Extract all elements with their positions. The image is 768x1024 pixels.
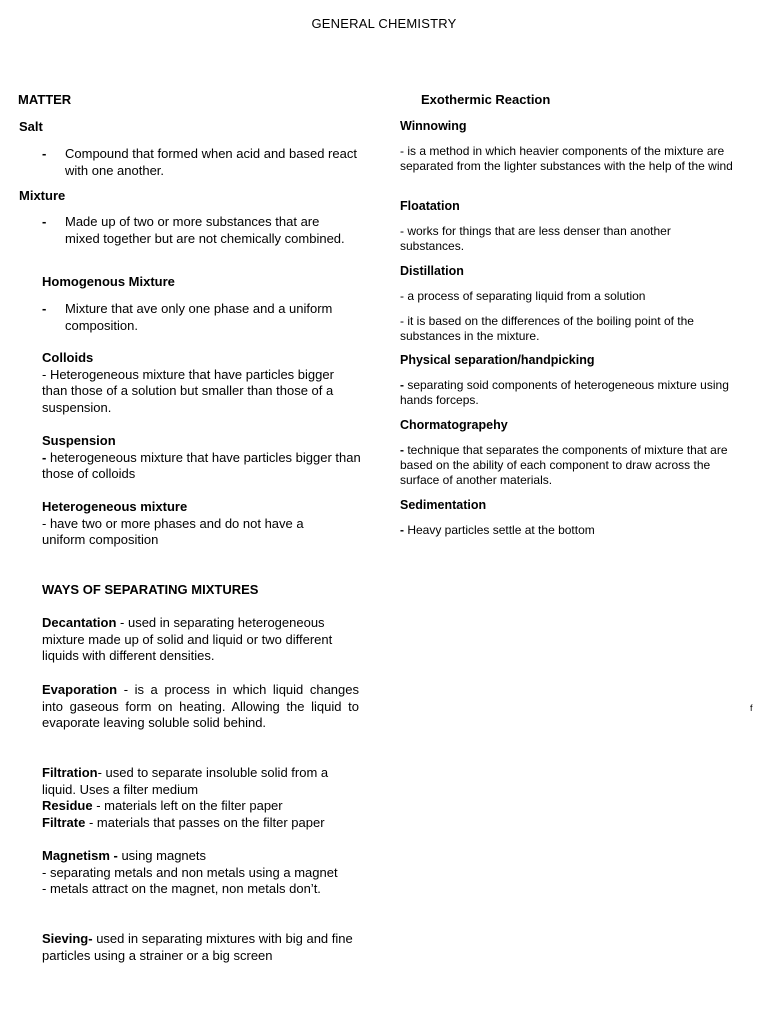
physical-separation-heading: Physical separation/handpicking bbox=[400, 353, 595, 367]
filtration-definition: - used to separate insoluble solid from a liquid. Uses a filter medium bbox=[42, 765, 329, 797]
winnowing-heading: Winnowing bbox=[400, 119, 467, 133]
exothermic-heading: Exothermic Reaction bbox=[421, 92, 551, 107]
mixture-heading: Mixture bbox=[19, 188, 66, 203]
winnowing-definition: - is a method in which heavier components of the mixture are separated from the lighter substances with the help of the wind bbox=[400, 144, 733, 173]
floatation-definition: - works for things that are less denser than another substances. bbox=[400, 224, 671, 253]
stray-mark: f bbox=[750, 703, 753, 713]
sieving-term: Sieving- bbox=[42, 931, 93, 946]
chromatography-definition bbox=[400, 443, 738, 488]
heterogeneous-definition: - have two or more phases and do not have a uniform composition bbox=[42, 515, 304, 547]
matter-heading: MATTER bbox=[18, 92, 72, 107]
distillation-definition-2: - it is based on the differences of the boiling point of the substances in the mixture. bbox=[400, 314, 694, 343]
evaporation-paragraph bbox=[42, 682, 359, 732]
magnetism-definition: using magnets bbox=[117, 848, 207, 863]
physical-dash: - bbox=[400, 378, 404, 392]
ways-heading: WAYS OF SEPARATING MIXTURES bbox=[42, 582, 259, 597]
sedimentation-dash: - bbox=[400, 523, 404, 537]
magnetism-line-2: - separating metals and non metals using a magnet bbox=[42, 864, 338, 880]
sedimentation-definition bbox=[400, 523, 738, 538]
filtrate-term: Filtrate bbox=[42, 814, 86, 830]
homogenous-heading: Homogenous Mixture bbox=[42, 274, 175, 289]
salt-definition: Compound that formed when acid and based react with one another. bbox=[65, 146, 357, 178]
suspension-definition: heterogeneous mixture that have particles bigger than those of colloids bbox=[42, 449, 361, 481]
colloids-section bbox=[42, 350, 360, 416]
distillation-heading: Distillation bbox=[400, 264, 464, 278]
filtration-term: Filtration bbox=[42, 765, 98, 780]
mixture-definition: Made up of two or more substances that are mixed together but are not chemically combined. bbox=[65, 214, 345, 246]
homogenous-definition: Mixture that ave only one phase and a uniform composition. bbox=[65, 301, 333, 333]
evaporation-term: Evaporation bbox=[42, 682, 118, 697]
physical-separation-definition bbox=[400, 378, 738, 408]
physical-text: separating soid components of heterogeneous mixture using hands forceps. bbox=[400, 378, 729, 407]
sieving-definition: used in separating mixtures with big and fine particles using a strainer or a big screen bbox=[42, 931, 353, 963]
bullet-dash: - bbox=[42, 214, 47, 229]
chromatography-text: technique that separates the components of mixture that are based on the ability of each component to draw across the surface of another materials. bbox=[400, 443, 728, 487]
colloids-definition: - Heterogeneous mixture that have particles bigger than those of a solution but smaller than those of a suspension. bbox=[42, 366, 334, 415]
suspension-dash: - bbox=[42, 449, 47, 465]
filtrate-definition: - materials that passes on the filter paper bbox=[85, 814, 325, 830]
decantation-paragraph bbox=[42, 615, 360, 665]
bullet-dash: - bbox=[42, 146, 47, 161]
decantation-term: Decantation bbox=[42, 615, 117, 630]
residue-term: Residue bbox=[42, 798, 93, 813]
distillation-definition-1: - a process of separating liquid from a solution bbox=[400, 289, 646, 303]
homogenous-bullet bbox=[42, 301, 360, 335]
suspension-section bbox=[42, 433, 362, 483]
filtration-paragraph bbox=[42, 765, 362, 831]
evaporation-definition: - is a process in which liquid changes into gaseous form on heating. Allowing the liquid to evaporate leaving soluble solid behind. bbox=[42, 682, 359, 730]
salt-heading: Salt bbox=[19, 119, 43, 134]
sedimentation-text: Heavy particles settle at the bottom bbox=[404, 523, 595, 537]
decantation-definition: - used in separating heterogeneous mixture made up of solid and liquid or two different liquids with different densities. bbox=[42, 615, 333, 663]
magnetism-line-3: - metals attract on the magnet, non metals don’t. bbox=[42, 881, 321, 896]
colloids-heading: Colloids bbox=[42, 350, 94, 365]
bullet-dash: - bbox=[42, 301, 47, 316]
sedimentation-heading: Sedimentation bbox=[400, 498, 487, 512]
mixture-bullet bbox=[42, 214, 360, 264]
page-title: GENERAL CHEMISTRY bbox=[311, 16, 457, 31]
sieving-paragraph bbox=[42, 931, 360, 964]
heterogeneous-section bbox=[42, 499, 342, 549]
salt-bullet bbox=[42, 146, 360, 180]
suspension-heading: Suspension bbox=[42, 433, 116, 448]
floatation-heading: Floatation bbox=[400, 199, 460, 213]
magnetism-term: Magnetism - bbox=[42, 848, 118, 863]
chromatography-dash: - bbox=[400, 443, 404, 457]
heterogeneous-heading: Heterogeneous mixture bbox=[42, 499, 188, 514]
residue-definition: - materials left on the filter paper bbox=[92, 798, 283, 813]
magnetism-paragraph bbox=[42, 848, 359, 898]
chromatography-heading: Chormatograpehy bbox=[400, 418, 508, 432]
